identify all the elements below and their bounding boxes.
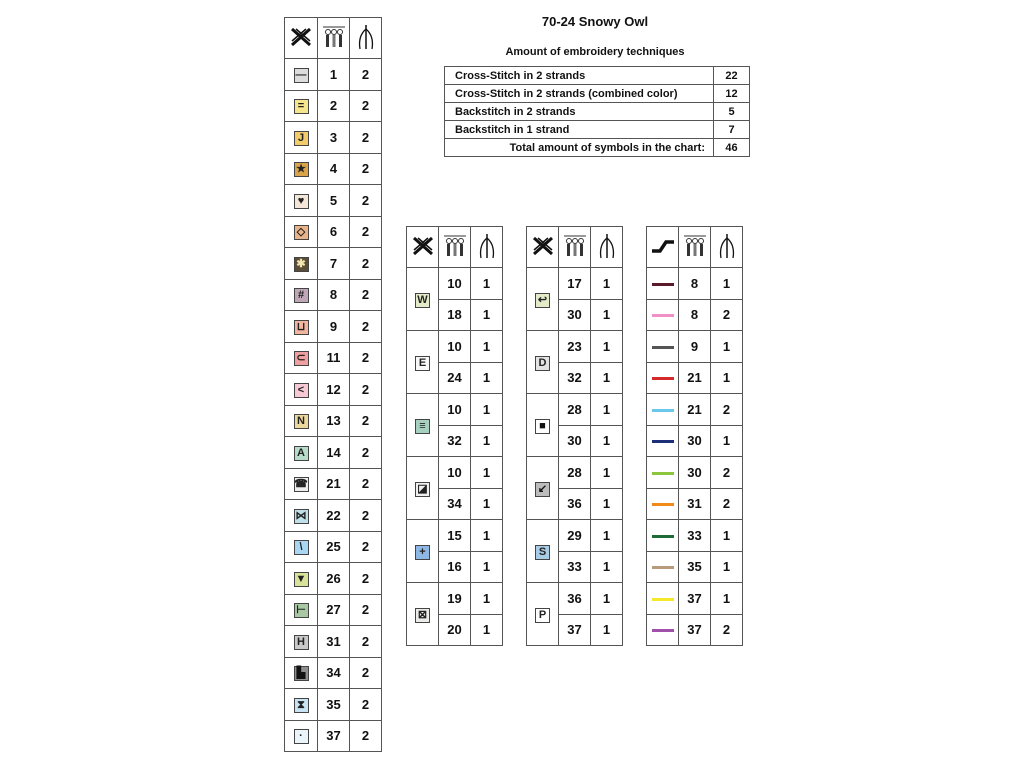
table-row: [407, 520, 503, 552]
needle-strands-icon: [591, 227, 623, 268]
strand-count: 2: [350, 248, 382, 280]
strand-count: 1: [711, 583, 743, 615]
color-number: 10: [439, 457, 471, 489]
color-number: 3: [318, 122, 350, 154]
symbol-cell: [285, 689, 318, 721]
color-number: 35: [318, 689, 350, 721]
table-row: [407, 394, 503, 426]
symbol-cell: [285, 279, 318, 311]
line-swatch-cell: [647, 331, 679, 363]
line-swatch-cell: [647, 268, 679, 300]
strand-count: 1: [711, 268, 743, 300]
color-number: 13: [318, 405, 350, 437]
strand-count: 2: [350, 122, 382, 154]
strand-count: 1: [471, 614, 503, 646]
stitch-symbol: N: [294, 414, 309, 429]
strand-count: 2: [350, 500, 382, 532]
table-row: [407, 331, 503, 363]
stitch-symbol: ♥: [294, 194, 309, 209]
strand-count: 2: [350, 405, 382, 437]
strand-count: 1: [711, 551, 743, 583]
summary-value: 46: [714, 139, 750, 157]
strand-count: 1: [591, 614, 623, 646]
stitch-symbol: ◪: [415, 482, 430, 497]
table-row: [647, 299, 743, 331]
summary-value: 12: [714, 85, 750, 103]
line-swatch-cell: [647, 520, 679, 552]
stitch-symbol: A: [294, 446, 309, 461]
backstitch-line-swatch: [652, 314, 674, 317]
needle-strands-icon: [350, 18, 382, 59]
summary-row: [445, 139, 750, 157]
stitch-symbol: D: [535, 356, 550, 371]
color-number: 6: [318, 216, 350, 248]
table-row: [285, 689, 382, 721]
color-number: 37: [559, 614, 591, 646]
thread-color-icon: [318, 18, 350, 59]
summary-heading: Amount of embroidery techniques: [505, 46, 685, 58]
table-row: [647, 331, 743, 363]
stitch-symbol: ⋈: [295, 509, 307, 522]
thread-color-icon: [679, 227, 711, 268]
color-number: 31: [679, 488, 711, 520]
stitch-symbol: ▼: [294, 572, 309, 587]
backstitch-line-swatch: [652, 598, 674, 601]
color-number: 5: [318, 185, 350, 217]
table-row: [285, 153, 382, 185]
line-swatch-cell: [647, 394, 679, 426]
symbol-cell: [527, 394, 559, 457]
table-row: [285, 437, 382, 469]
stitch-symbol: ↙: [535, 482, 550, 497]
color-number: 29: [559, 520, 591, 552]
strand-count: 1: [471, 331, 503, 363]
symbol-cell: [527, 520, 559, 583]
color-number: 32: [559, 362, 591, 394]
needle-strands-icon: [711, 227, 743, 268]
table-row: [647, 614, 743, 646]
symbol-cell: [527, 583, 559, 646]
table-row: [527, 268, 623, 300]
strand-count: 1: [591, 488, 623, 520]
strand-count: 1: [471, 583, 503, 615]
summary-value: 22: [714, 67, 750, 85]
color-number: 35: [679, 551, 711, 583]
cross-table-header: [285, 18, 382, 59]
needle-strands-icon: [471, 227, 503, 268]
stitch-symbol: ⊂: [294, 351, 309, 366]
stitch-symbol: ⊠: [415, 608, 430, 623]
summary-value: 5: [714, 103, 750, 121]
strand-count: 2: [350, 342, 382, 374]
stitch-symbol: ☎: [294, 478, 308, 491]
backstitch-icon: [647, 227, 679, 268]
stitch-symbol: ·: [294, 729, 309, 744]
backstitch-line-swatch: [652, 503, 674, 506]
strand-count: 1: [471, 425, 503, 457]
color-number: 37: [318, 720, 350, 752]
summary-row: [445, 103, 750, 121]
summary-row: [445, 85, 750, 103]
table-row: [285, 311, 382, 343]
table-row: [285, 657, 382, 689]
color-number: 28: [559, 457, 591, 489]
table-row: [285, 626, 382, 658]
color-number: 25: [318, 531, 350, 563]
symbol-cell: [285, 657, 318, 689]
color-number: 36: [559, 488, 591, 520]
table-row: [285, 468, 382, 500]
line-swatch-cell: [647, 614, 679, 646]
thread-color-icon: [439, 227, 471, 268]
stitch-symbol: ★: [294, 162, 309, 177]
symbol-cell: [285, 720, 318, 752]
strand-count: 2: [350, 279, 382, 311]
color-number: 20: [439, 614, 471, 646]
table-row: [407, 268, 503, 300]
symbol-cell: [285, 468, 318, 500]
summary-label: Cross-Stitch in 2 strands: [445, 67, 714, 85]
table-row: [527, 520, 623, 552]
combined-color-table-2: [526, 226, 623, 646]
stitch-symbol: P: [535, 608, 550, 623]
strand-count: 2: [711, 488, 743, 520]
strand-count: 2: [711, 457, 743, 489]
stitch-symbol: \: [294, 540, 309, 555]
table-row: [285, 342, 382, 374]
color-number: 32: [439, 425, 471, 457]
symbol-cell: [407, 268, 439, 331]
symbol-cell: [285, 185, 318, 217]
backstitch-line-swatch: [652, 283, 674, 286]
color-number: 8: [679, 268, 711, 300]
strand-count: 1: [471, 394, 503, 426]
strand-count: 2: [350, 153, 382, 185]
table-row: [647, 457, 743, 489]
backstitch-line-swatch: [652, 566, 674, 569]
table-row: [285, 248, 382, 280]
table-row: [285, 216, 382, 248]
symbol-cell: [407, 520, 439, 583]
table-header: [527, 227, 623, 268]
summary-value: 7: [714, 121, 750, 139]
summary-label: Backstitch in 1 strand: [445, 121, 714, 139]
color-number: 11: [318, 342, 350, 374]
strand-count: 1: [591, 362, 623, 394]
symbol-cell: [285, 594, 318, 626]
stitch-symbol: +: [415, 545, 430, 560]
backstitch-table: [646, 226, 743, 646]
stitch-symbol: E: [415, 356, 430, 371]
stitch-symbol: S: [535, 545, 550, 560]
table-row: [647, 551, 743, 583]
color-number: 36: [559, 583, 591, 615]
strand-count: 1: [471, 520, 503, 552]
summary-row: [445, 121, 750, 139]
strand-count: 2: [350, 657, 382, 689]
stitch-symbol: #: [294, 288, 309, 303]
strand-count: 2: [350, 531, 382, 563]
strand-count: 1: [471, 551, 503, 583]
cross-stitch-icon: [407, 227, 439, 268]
table-row: [285, 185, 382, 217]
strand-count: 2: [350, 594, 382, 626]
strand-count: 1: [591, 394, 623, 426]
line-swatch-cell: [647, 551, 679, 583]
strand-count: 2: [350, 185, 382, 217]
backstitch-line-swatch: [652, 377, 674, 380]
color-number: 22: [318, 500, 350, 532]
color-number: 9: [679, 331, 711, 363]
strand-count: 1: [591, 299, 623, 331]
color-number: 10: [439, 394, 471, 426]
symbol-cell: [407, 394, 439, 457]
table-row: [527, 457, 623, 489]
symbol-cell: [407, 331, 439, 394]
summary-row: [445, 67, 750, 85]
line-swatch-cell: [647, 457, 679, 489]
stitch-symbol: ▙: [294, 666, 309, 681]
color-number: 37: [679, 614, 711, 646]
strand-count: 1: [591, 457, 623, 489]
color-number: 30: [559, 425, 591, 457]
summary-table: [444, 66, 750, 157]
table-row: [647, 583, 743, 615]
symbol-cell: [285, 500, 318, 532]
color-number: 7: [318, 248, 350, 280]
stitch-symbol: ≡: [415, 419, 430, 434]
symbol-cell: [285, 216, 318, 248]
table-row: [647, 394, 743, 426]
color-number: 30: [559, 299, 591, 331]
strand-count: 1: [471, 299, 503, 331]
strand-count: 2: [350, 626, 382, 658]
table-row: [285, 279, 382, 311]
color-number: 15: [439, 520, 471, 552]
strand-count: 1: [591, 268, 623, 300]
symbol-cell: [527, 457, 559, 520]
color-number: 16: [439, 551, 471, 583]
color-number: 34: [439, 488, 471, 520]
strand-count: 1: [591, 425, 623, 457]
color-number: 37: [679, 583, 711, 615]
symbol-cell: [285, 563, 318, 595]
table-row: [285, 720, 382, 752]
stitch-symbol: J: [294, 131, 309, 146]
cross-stitch-icon: [285, 18, 318, 59]
backstitch-line-swatch: [652, 472, 674, 475]
symbol-cell: [285, 531, 318, 563]
table-row: [527, 583, 623, 615]
table-row: [407, 457, 503, 489]
strand-count: 1: [711, 520, 743, 552]
symbol-cell: [407, 583, 439, 646]
table-header: [647, 227, 743, 268]
strand-count: 1: [591, 331, 623, 363]
strand-count: 2: [711, 614, 743, 646]
table-row: [407, 583, 503, 615]
color-number: 26: [318, 563, 350, 595]
table-row: [285, 374, 382, 406]
color-number: 24: [439, 362, 471, 394]
color-number: 10: [439, 331, 471, 363]
symbol-cell: [285, 248, 318, 280]
color-number: 8: [318, 279, 350, 311]
backstitch-line-swatch: [652, 629, 674, 632]
line-swatch-cell: [647, 488, 679, 520]
table-row: [285, 122, 382, 154]
color-number: 14: [318, 437, 350, 469]
table-row: [285, 59, 382, 91]
strand-count: 2: [350, 437, 382, 469]
cross-stitch-icon: [527, 227, 559, 268]
color-number: 1: [318, 59, 350, 91]
backstitch-line-swatch: [652, 535, 674, 538]
color-number: 28: [559, 394, 591, 426]
table-row: [285, 405, 382, 437]
stitch-symbol: =: [294, 99, 309, 114]
summary-label: Backstitch in 2 strands: [445, 103, 714, 121]
strand-count: 2: [350, 720, 382, 752]
combined-color-table-1: [406, 226, 503, 646]
color-number: 12: [318, 374, 350, 406]
color-number: 17: [559, 268, 591, 300]
line-swatch-cell: [647, 362, 679, 394]
symbol-cell: [527, 331, 559, 394]
strand-count: 1: [471, 268, 503, 300]
color-number: 9: [318, 311, 350, 343]
strand-count: 2: [350, 468, 382, 500]
line-swatch-cell: [647, 299, 679, 331]
strand-count: 1: [591, 520, 623, 552]
color-number: 34: [318, 657, 350, 689]
color-number: 33: [679, 520, 711, 552]
backstitch-line-swatch: [652, 440, 674, 443]
symbol-cell: [285, 59, 318, 91]
table-row: [527, 394, 623, 426]
table-row: [647, 268, 743, 300]
summary-label: Total amount of symbols in the chart:: [445, 139, 714, 157]
color-number: 2: [318, 90, 350, 122]
color-number: 21: [318, 468, 350, 500]
summary-label: Cross-Stitch in 2 strands (combined color): [445, 85, 714, 103]
symbol-cell: [285, 342, 318, 374]
strand-count: 2: [711, 394, 743, 426]
strand-count: 1: [711, 362, 743, 394]
table-row: [285, 563, 382, 595]
backstitch-line-swatch: [652, 346, 674, 349]
color-number: 19: [439, 583, 471, 615]
symbol-cell: [285, 626, 318, 658]
color-number: 21: [679, 394, 711, 426]
backstitch-line-swatch: [652, 409, 674, 412]
strand-count: 1: [471, 488, 503, 520]
color-number: 10: [439, 268, 471, 300]
cross-stitch-table: [284, 17, 382, 752]
symbol-cell: [285, 311, 318, 343]
strand-count: 1: [471, 362, 503, 394]
stitch-symbol: <: [294, 383, 309, 398]
line-swatch-cell: [647, 425, 679, 457]
stitch-symbol: W: [415, 293, 430, 308]
table-row: [285, 594, 382, 626]
table-row: [285, 531, 382, 563]
color-number: 30: [679, 425, 711, 457]
stitch-symbol: ◇: [294, 225, 309, 240]
symbol-cell: [285, 437, 318, 469]
color-number: 4: [318, 153, 350, 185]
table-row: [285, 500, 382, 532]
color-number: 23: [559, 331, 591, 363]
color-number: 30: [679, 457, 711, 489]
stitch-symbol: ⊔: [294, 320, 309, 335]
line-swatch-cell: [647, 583, 679, 615]
stitch-symbol: ⊢: [294, 603, 309, 618]
table-row: [647, 425, 743, 457]
strand-count: 1: [711, 331, 743, 363]
stitch-symbol: ⧗: [294, 698, 309, 713]
symbol-cell: [285, 153, 318, 185]
symbol-cell: [285, 90, 318, 122]
stitch-symbol: ✱: [294, 257, 309, 272]
color-number: 27: [318, 594, 350, 626]
table-row: [285, 90, 382, 122]
symbol-cell: [285, 374, 318, 406]
strand-count: 2: [350, 90, 382, 122]
strand-count: 1: [591, 583, 623, 615]
stitch-symbol: —: [295, 68, 307, 81]
color-number: 21: [679, 362, 711, 394]
strand-count: 2: [350, 216, 382, 248]
strand-count: 1: [471, 457, 503, 489]
strand-count: 2: [350, 689, 382, 721]
stitch-symbol: ↩: [535, 293, 550, 308]
symbol-cell: [285, 405, 318, 437]
color-number: 31: [318, 626, 350, 658]
table-header: [407, 227, 503, 268]
symbol-cell: [527, 268, 559, 331]
strand-count: 2: [350, 374, 382, 406]
strand-count: 1: [711, 425, 743, 457]
color-number: 33: [559, 551, 591, 583]
table-row: [527, 331, 623, 363]
page-title: 70-24 Snowy Owl: [541, 14, 649, 29]
strand-count: 2: [350, 311, 382, 343]
table-row: [647, 520, 743, 552]
strand-count: 2: [350, 59, 382, 91]
stitch-symbol: ■: [535, 419, 550, 434]
strand-count: 1: [591, 551, 623, 583]
table-row: [647, 362, 743, 394]
symbol-cell: [285, 122, 318, 154]
table-row: [647, 488, 743, 520]
strand-count: 2: [350, 563, 382, 595]
thread-color-icon: [559, 227, 591, 268]
color-number: 18: [439, 299, 471, 331]
stitch-symbol: H: [294, 635, 309, 650]
color-number: 8: [679, 299, 711, 331]
strand-count: 2: [711, 299, 743, 331]
symbol-cell: [407, 457, 439, 520]
